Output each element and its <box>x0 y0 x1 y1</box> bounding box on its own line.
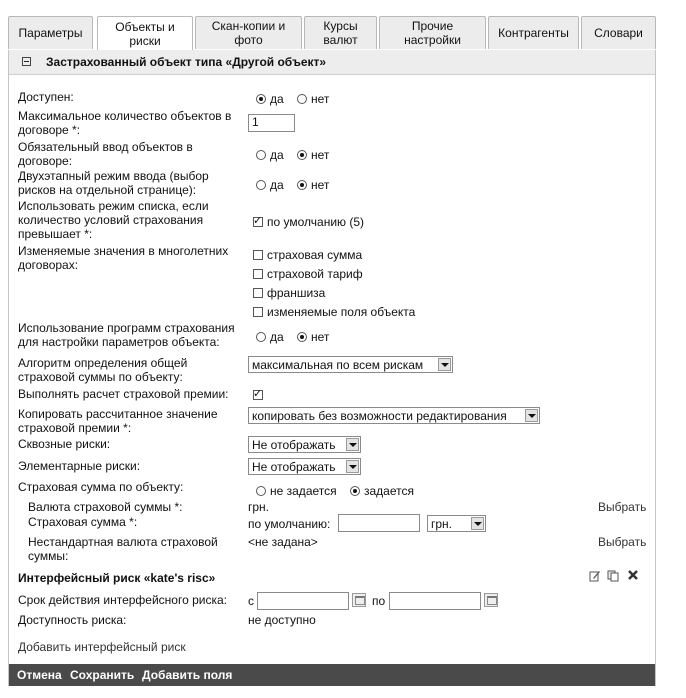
algorithm-select[interactable]: максимальная по всем рискам <box>248 356 453 373</box>
changeable-franchise-checkbox[interactable] <box>253 288 263 298</box>
changeable-option <box>253 267 363 281</box>
nonstd-label: Нестандартная валюта страховой суммы: <box>28 535 218 563</box>
collapse-icon[interactable] <box>22 57 31 66</box>
risk-period-label: Срок действия интерфейсного риска: <box>18 593 227 607</box>
available-no-radio[interactable] <box>297 94 307 104</box>
sum-label: Страховая сумма *: <box>28 515 138 529</box>
available-yes-label: да <box>270 92 284 106</box>
mandatory-no-label: нет <box>311 148 330 162</box>
section-header <box>9 50 655 75</box>
currency-label: Валюта страховой суммы *: <box>28 500 183 514</box>
delete-icon[interactable] <box>627 569 639 581</box>
nonstd-value: <не задана> <box>248 535 318 549</box>
tab-scans-photos[interactable]: Скан-копии и фото <box>195 16 302 49</box>
mandatory-label: Обязательный ввод объектов в договоре: <box>18 140 193 168</box>
copy-icon[interactable] <box>607 570 619 582</box>
tab-counterparties[interactable]: Контрагенты <box>488 16 579 49</box>
add-risk-link[interactable]: Добавить интерфейсный риск <box>18 640 186 654</box>
nonstd-select-link[interactable]: Выбрать <box>598 535 647 549</box>
max-count-label: Максимальное количество объектов в договоре *: <box>18 109 232 137</box>
chevron-down-icon <box>471 517 484 530</box>
list-mode-label: Использовать режим списка, если количество условий страхования превышает *: <box>18 199 209 241</box>
changeable-label: Изменяемые значения в многолетних договорах: <box>18 244 229 272</box>
programs-no-label: нет <box>311 330 330 344</box>
programs-no-radio[interactable] <box>297 332 307 342</box>
available-no-label: нет <box>311 92 330 106</box>
max-count-input[interactable]: 1 <box>248 114 295 132</box>
edit-icon[interactable] <box>589 570 601 582</box>
sum-input[interactable] <box>338 514 420 532</box>
programs-label: Использование программ страхования для настройки параметров объекта: <box>18 321 235 349</box>
risk-to-input[interactable] <box>389 592 481 610</box>
tab-parameters[interactable]: Параметры <box>8 16 93 49</box>
two-step-radios <box>256 178 339 192</box>
section-title: Застрахованный объект типа «Другой объект» <box>46 55 327 69</box>
premium-checkbox[interactable] <box>253 390 263 400</box>
elem-risks-select[interactable]: Не отображать <box>248 458 361 475</box>
chevron-down-icon <box>438 358 451 371</box>
footer-bar <box>9 664 655 686</box>
list-mode-check-label: по умолчанию (5) <box>267 215 365 229</box>
programs-yes-label: да <box>270 330 284 344</box>
tab-currency-rates[interactable]: Курсы валют <box>304 16 377 49</box>
risk-to-label: по <box>372 594 386 608</box>
chevron-down-icon <box>346 460 359 473</box>
mandatory-radios <box>256 148 339 162</box>
sum-by-object-radios <box>256 484 424 498</box>
two-step-yes-label: да <box>270 178 284 192</box>
two-step-no-label: нет <box>311 178 330 192</box>
through-risks-label: Сквозные риски: <box>18 437 111 451</box>
mandatory-no-radio[interactable] <box>297 150 307 160</box>
available-radios <box>256 92 339 106</box>
two-step-yes-radio[interactable] <box>256 180 266 190</box>
changeable-option <box>253 248 362 262</box>
list-mode-checkbox[interactable] <box>253 217 263 227</box>
algorithm-label: Алгоритм определения общей страховой суммы по объекту: <box>18 356 188 384</box>
add-fields-button[interactable]: Добавить поля <box>142 668 233 682</box>
sum-not-set-label: не задается <box>270 484 337 498</box>
sum-currency-select[interactable]: грн. <box>427 515 486 532</box>
sum-prefix: по умолчанию: <box>248 517 331 531</box>
risk-title: Интерфейсный риск «kate's risc» <box>18 571 216 585</box>
main-panel <box>8 50 656 686</box>
changeable-tariff-checkbox[interactable] <box>253 269 263 279</box>
sum-not-set-radio[interactable] <box>256 486 266 496</box>
mandatory-yes-label: да <box>270 148 284 162</box>
changeable-fields-checkbox[interactable] <box>253 307 263 317</box>
changeable-sum-label: страховая сумма <box>267 248 363 262</box>
two-step-no-radio[interactable] <box>297 180 307 190</box>
tab-dictionaries[interactable]: Словари <box>581 16 656 49</box>
sum-set-radio[interactable] <box>350 486 360 496</box>
copy-label: Копировать рассчитанное значение страховой премии *: <box>18 407 218 435</box>
changeable-tariff-label: страховой тариф <box>267 267 363 281</box>
cancel-button[interactable]: Отмена <box>17 668 62 682</box>
risk-availability-value: не доступно <box>248 613 316 627</box>
chevron-down-icon <box>346 438 359 451</box>
premium-check <box>253 388 267 402</box>
mandatory-yes-radio[interactable] <box>256 150 266 160</box>
available-yes-radio[interactable] <box>256 94 266 104</box>
tab-other-settings[interactable]: Прочие настройки <box>379 16 486 49</box>
changeable-option <box>253 286 325 300</box>
chevron-down-icon <box>525 409 538 422</box>
currency-value: грн. <box>248 500 270 514</box>
two-step-label: Двухэтапный режим ввода (выбор рисков на отдельной странице): <box>18 169 209 197</box>
save-button[interactable]: Сохранить <box>70 668 135 682</box>
programs-yes-radio[interactable] <box>256 332 266 342</box>
changeable-sum-checkbox[interactable] <box>253 250 263 260</box>
copy-select[interactable]: копировать без возможности редактирования <box>248 407 540 424</box>
premium-label: Выполнять расчет страховой премии: <box>18 387 229 401</box>
elem-risks-label: Элементарные риски: <box>18 459 141 473</box>
list-mode-check <box>253 215 364 229</box>
through-risks-select[interactable]: Не отображать <box>248 436 361 453</box>
tab-bar <box>8 16 656 50</box>
tab-objects-risks[interactable]: Объекты и риски <box>97 16 193 51</box>
calendar-icon[interactable] <box>484 593 498 607</box>
changeable-fields-label: изменяемые поля объекта <box>267 305 416 319</box>
changeable-franchise-label: франшиза <box>267 286 326 300</box>
changeable-option <box>253 305 415 319</box>
sum-set-label: задается <box>363 484 414 498</box>
sum-by-object-label: Страховая сумма по объекту: <box>18 480 184 494</box>
risk-from-label: с <box>248 594 254 608</box>
programs-radios <box>256 330 339 344</box>
risk-from-input[interactable] <box>257 592 349 610</box>
calendar-icon[interactable] <box>352 593 366 607</box>
available-label: Доступен: <box>18 90 74 104</box>
risk-availability-label: Доступность риска: <box>18 613 127 627</box>
currency-select-link[interactable]: Выбрать <box>598 500 647 514</box>
